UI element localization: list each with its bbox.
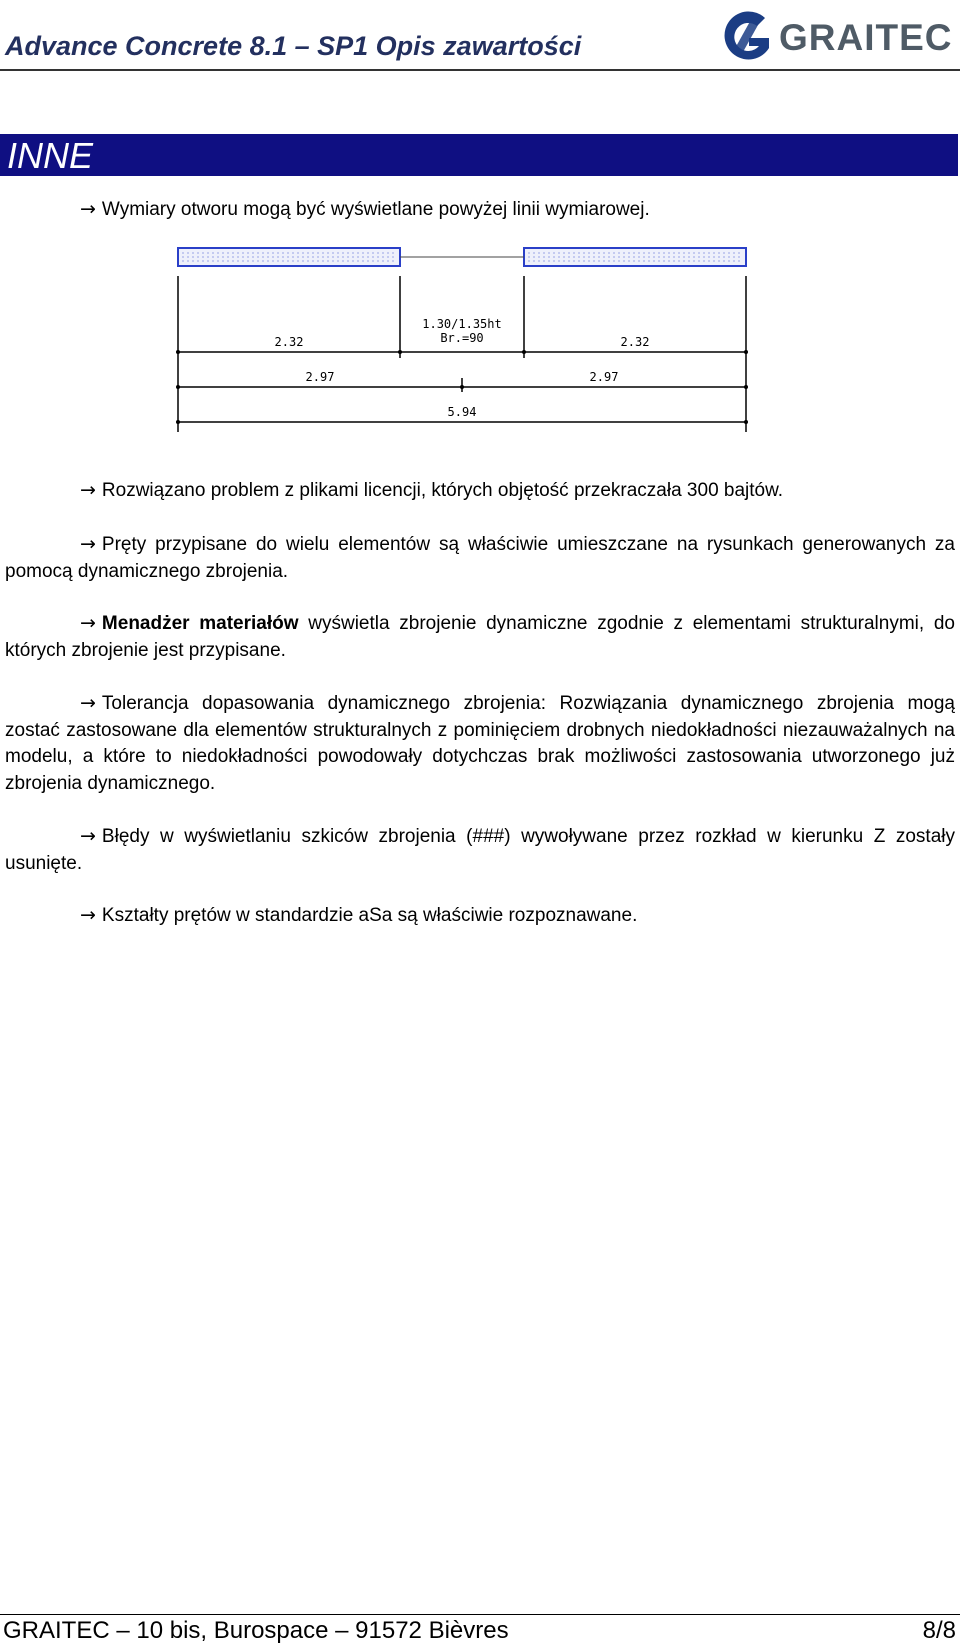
list-item xyxy=(5,477,955,505)
item-bold-text: Menadżer materiałów xyxy=(101,613,299,634)
arrow-right-icon: → xyxy=(80,612,96,634)
dimension-label: 2.97 xyxy=(305,370,335,384)
list-item xyxy=(5,610,955,664)
page-header xyxy=(0,0,960,72)
list-item xyxy=(5,531,955,585)
graitec-logo-mark-icon xyxy=(713,8,779,64)
item-text: Pręty przypisane do wielu elementów są właściwie umieszczane na rysunkach generowanych za pomocą dynamicznego zbrojenia. xyxy=(5,534,955,582)
item-text: Kształty prętów w standardzie aSa są właściwie rozpoznawane. xyxy=(101,905,638,926)
arrow-right-icon: → xyxy=(80,904,96,926)
graitec-logo xyxy=(713,8,955,64)
list-item xyxy=(5,823,955,877)
dimension-label: 5.94 xyxy=(447,405,477,419)
item-text: Błędy w wyświetlaniu szkiców zbrojenia (###) wywoływane przez rozkład w kierunku Z zostały usunięte. xyxy=(5,826,955,874)
item-text: Rozwiązano problem z plikami licencji, których objętość przekraczała 300 bajtów. xyxy=(101,480,784,501)
item-text: Tolerancja dopasowania dynamicznego zbrojenia: Rozwiązania dynamicznego zbrojenia mogą zostać zastosowane dla elementów strukturalnych z pominięciem drobnych niedokładności niezauważalnych na modelu, a które to niedokładności powodowały dotychczas brak możliwości zastosowania utworzonego już zbrojenia dynamicznego. xyxy=(5,693,955,794)
header-divider xyxy=(0,69,960,71)
list-item xyxy=(5,902,955,930)
opening-size-label: 1.30/1.35ht xyxy=(422,317,502,331)
item-text: Wymiary otworu mogą być wyświetlane powyżej linii wymiarowej. xyxy=(101,199,650,220)
opening-dimension-drawing xyxy=(160,232,800,460)
arrow-right-icon: → xyxy=(80,479,96,501)
list-item xyxy=(5,690,955,797)
dimension-label: 2.97 xyxy=(589,370,619,384)
arrow-right-icon: → xyxy=(80,692,96,714)
arrow-right-icon: → xyxy=(80,825,96,847)
document-title: Advance Concrete 8.1 – SP1 Opis zawartości xyxy=(5,31,582,61)
footer-divider xyxy=(0,1614,960,1615)
wall-right xyxy=(524,248,746,266)
arrow-right-icon: → xyxy=(80,533,96,555)
item-text: wyświetla zbrojenie dynamiczne zgodnie z elementami strukturalnymi, do których zbrojenie jest przypisane. xyxy=(5,613,956,661)
dimension-label: 2.32 xyxy=(620,335,650,349)
footer-address: GRAITEC – 10 bis, Burospace – 91572 Bièvres xyxy=(3,1617,509,1644)
list-item xyxy=(5,196,955,224)
dimension-label: 2.32 xyxy=(274,335,304,349)
wall-left xyxy=(178,248,400,266)
opening-parapet-label: Br.=90 xyxy=(440,331,484,345)
section-title: INNE xyxy=(7,135,94,176)
page-number: 8/8 xyxy=(922,1617,956,1644)
section-header-bar xyxy=(0,134,958,176)
arrow-right-icon: → xyxy=(80,198,96,220)
logo-wordmark: GRAITEC xyxy=(779,17,953,58)
